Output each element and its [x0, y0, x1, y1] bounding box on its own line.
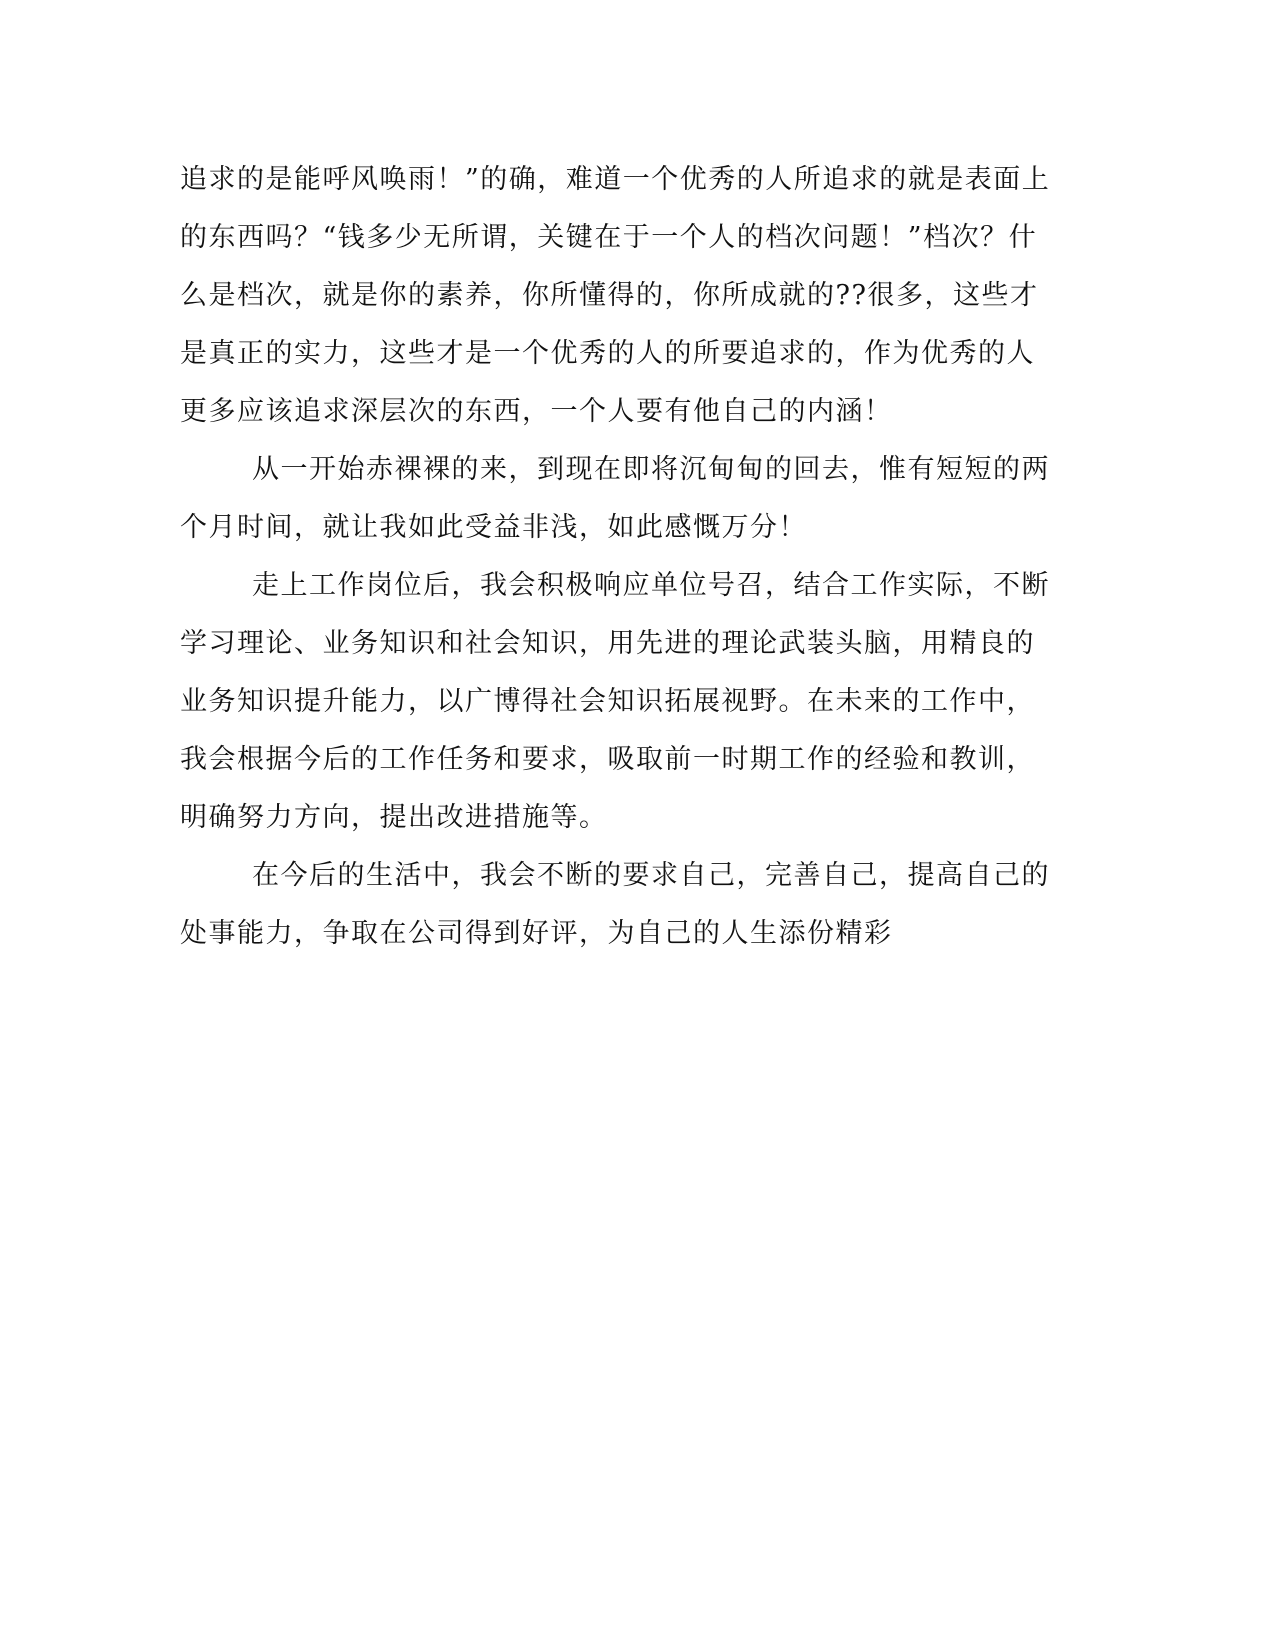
paragraph-2-line-1: 从一开始赤裸裸的来，到现在即将沉甸甸的回去，惟有短短的两: [252, 454, 1050, 485]
paragraph-1-line-2: 的东西吗？“钱多少无所谓，关键在于一个人的档次问题！”档次？什: [180, 222, 1038, 253]
paragraph-1-line-5: 更多应该追求深层次的东西，一个人要有他自己的内涵！: [180, 396, 893, 427]
paragraph-2-line-2: 个月时间，就让我如此受益非浅，如此感慨万分！: [180, 512, 807, 543]
paragraph-3-line-3: 业务知识提升能力，以广博得社会知识拓展视野。在未来的工作中，: [180, 686, 1035, 717]
paragraph-1-line-4: 是真正的实力，这些才是一个优秀的人的所要追求的，作为优秀的人: [180, 338, 1035, 369]
paragraph-4-line-1: 在今后的生活中，我会不断的要求自己，完善自己，提高自己的: [252, 860, 1050, 891]
paragraph-4-line-2: 处事能力，争取在公司得到好评，为自己的人生添份精彩: [180, 918, 893, 949]
paragraph-1-line-3: 么是档次，就是你的素养，你所懂得的，你所成就的??很多，这些才: [180, 280, 1039, 311]
paragraph-1-line-1: 追求的是能呼风唤雨！”的确，难道一个优秀的人所追求的就是表面上: [180, 164, 1051, 195]
paragraph-3-line-4: 我会根据今后的工作任务和要求，吸取前一时期工作的经验和教训，: [180, 744, 1035, 775]
paragraph-3-line-5: 明确努力方向，提出改进措施等。: [180, 802, 608, 833]
paragraph-3-line-2: 学习理论、业务知识和社会知识，用先进的理论武装头脑，用精良的: [180, 628, 1035, 659]
paragraph-3-line-1: 走上工作岗位后，我会积极响应单位号召，结合工作实际，不断: [252, 570, 1050, 601]
